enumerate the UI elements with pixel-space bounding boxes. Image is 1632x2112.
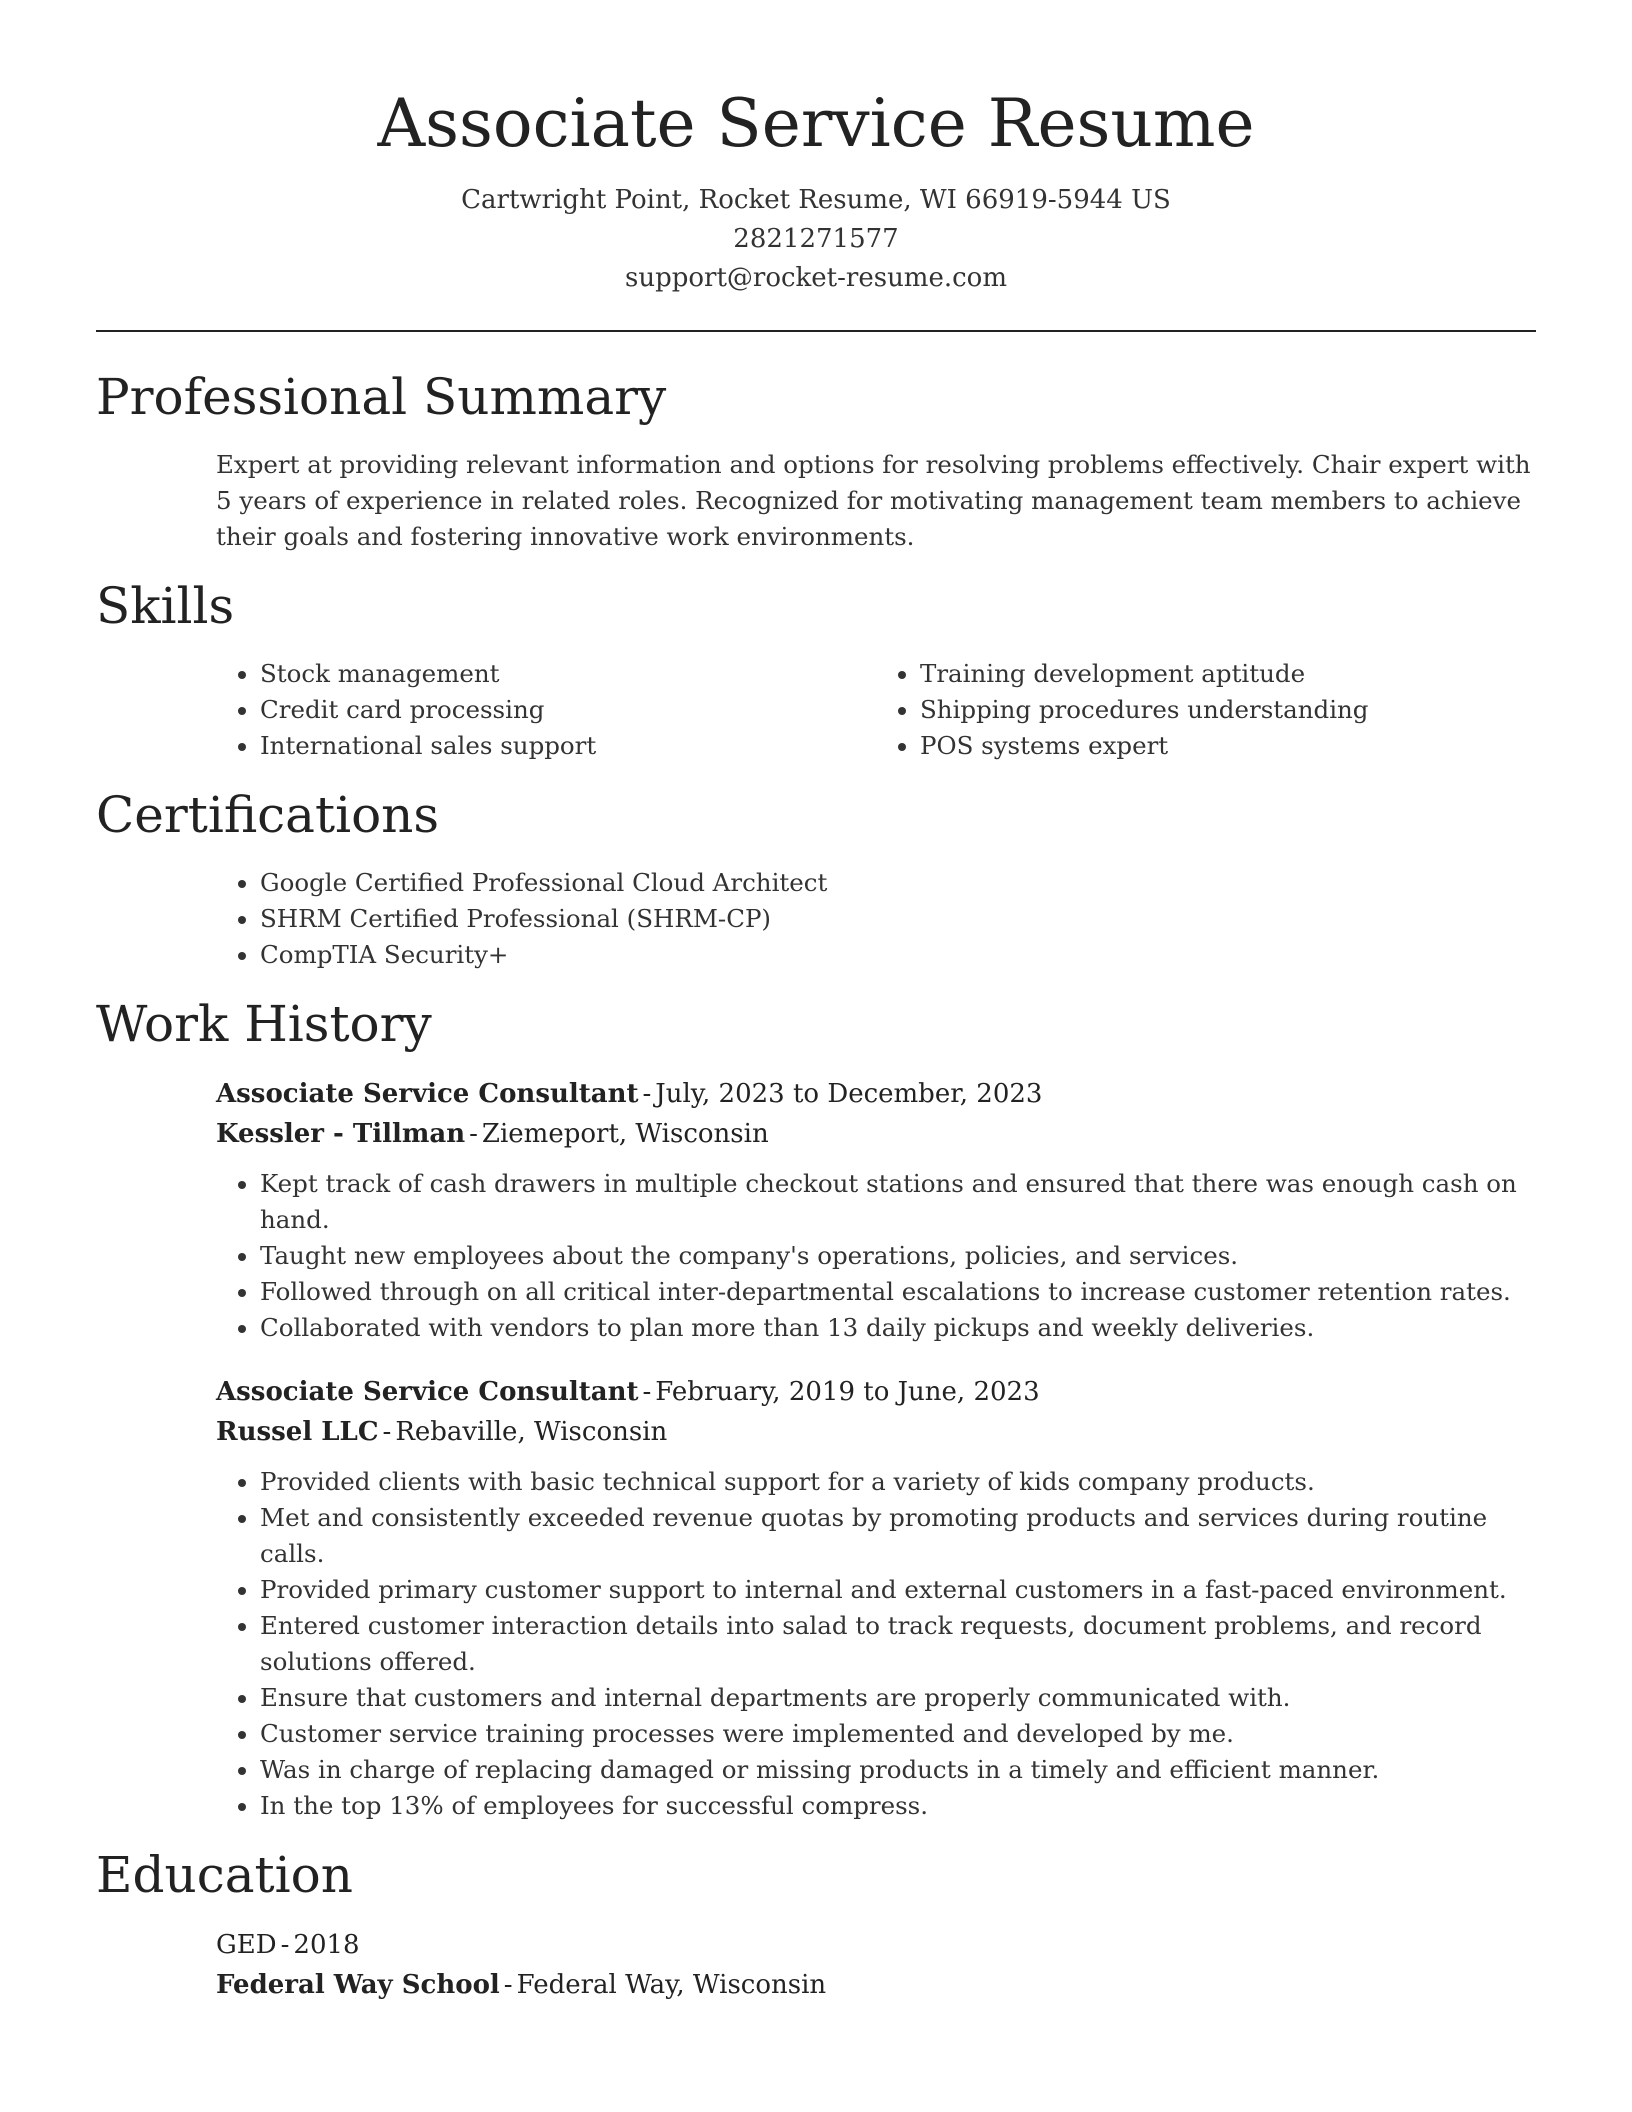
job-dates: February, 2019 to June, 2023 xyxy=(655,1377,1040,1408)
job-bullet: • Followed through on all critical inter-departmental escalations to increase customer retention rates. xyxy=(260,1274,1536,1310)
job-bullet: • Collaborated with vendors to plan more than 13 daily pickups and weekly deliveries. xyxy=(260,1310,1536,1346)
job-bullets xyxy=(216,1464,1536,1824)
separator: - xyxy=(642,1079,652,1110)
education-location: Federal Way, Wisconsin xyxy=(516,1970,827,2001)
job-dates: July, 2023 to December, 2023 xyxy=(655,1079,1043,1110)
job-company: Russel LLC xyxy=(216,1417,379,1448)
skill-item: • Credit card processing xyxy=(260,692,876,728)
separator: - xyxy=(469,1119,478,1150)
work-history-heading: Work History xyxy=(96,995,432,1054)
skills-heading: Skills xyxy=(96,577,235,636)
work-history-section xyxy=(96,997,1536,1824)
certification-item: • Google Certified Professional Cloud Architect xyxy=(260,865,1536,901)
job-bullet: • Met and consistently exceeded revenue quotas by promoting products and services during routine calls. xyxy=(260,1500,1536,1572)
resume-header xyxy=(96,84,1536,298)
job-company-line xyxy=(216,1412,1536,1452)
job-entry xyxy=(216,1074,1536,1346)
job-bullet: • Taught new employees about the company's operations, policies, and services. xyxy=(260,1238,1536,1274)
job-bullet: • Provided primary customer support to internal and external customers in a fast-paced environment. xyxy=(260,1572,1536,1608)
skills-section xyxy=(96,579,1536,764)
job-company: Kessler - Tillman xyxy=(216,1119,466,1150)
skill-item: • Shipping procedures understanding xyxy=(920,692,1536,728)
job-location: Ziemeport, Wisconsin xyxy=(481,1119,769,1150)
job-bullet: • Entered customer interaction details into salad to track requests, document problems, and record solutions offered. xyxy=(260,1608,1536,1680)
job-bullet: • In the top 13% of employees for successful compress. xyxy=(260,1788,1536,1824)
education-degree: GED xyxy=(216,1930,277,1961)
skill-item: • POS systems expert xyxy=(920,728,1536,764)
skill-item: • Stock management xyxy=(260,656,876,692)
job-entry xyxy=(216,1372,1536,1824)
summary-text: Expert at providing relevant information and options for resolving problems effectively. Chair expert with 5 years of experience in related roles. Recognized for motivating management team members to achieve their goals and fostering innovative work environments. xyxy=(216,450,1531,552)
contact-phone: 2821271577 xyxy=(733,224,899,255)
education-heading: Education xyxy=(96,1846,353,1905)
skills-column-2 xyxy=(876,656,1536,764)
skill-item: • International sales support xyxy=(260,728,876,764)
skills-column-1 xyxy=(216,656,876,764)
certifications-list xyxy=(216,865,1536,973)
certification-item: • CompTIA Security+ xyxy=(260,937,1536,973)
separator: - xyxy=(382,1417,392,1448)
separator: - xyxy=(280,1930,290,1961)
job-bullets xyxy=(216,1166,1536,1346)
education-section xyxy=(96,1848,1536,2005)
resume-title: Associate Service Resume xyxy=(377,85,1255,162)
job-bullet: • Kept track of cash drawers in multiple checkout stations and ensured that there was enough cash on hand. xyxy=(260,1166,1536,1238)
job-bullet: • Provided clients with basic technical support for a variety of kids company products. xyxy=(260,1464,1536,1500)
summary-heading: Professional Summary xyxy=(96,368,667,427)
education-school-line xyxy=(216,1965,1536,2005)
education-degree-line xyxy=(216,1925,1536,1965)
job-bullet: • Customer service training processes were implemented and developed by me. xyxy=(260,1716,1536,1752)
summary-section xyxy=(96,370,1536,555)
job-role: Associate Service Consultant xyxy=(216,1079,639,1110)
skills-grid xyxy=(216,656,1536,764)
job-title-line xyxy=(216,1372,1536,1412)
skill-item: • Training development aptitude xyxy=(920,656,1536,692)
job-role: Associate Service Consultant xyxy=(216,1377,639,1408)
job-company-line xyxy=(216,1114,1536,1154)
certification-item: • SHRM Certified Professional (SHRM-CP) xyxy=(260,901,1536,937)
separator: - xyxy=(642,1377,652,1408)
certifications-section xyxy=(96,788,1536,973)
header-divider xyxy=(96,330,1536,332)
education-school: Federal Way School xyxy=(216,1970,500,2001)
education-year: 2018 xyxy=(293,1930,360,1961)
certifications-heading: Certifications xyxy=(96,786,440,845)
separator: - xyxy=(503,1970,513,2001)
job-location: Rebaville, Wisconsin xyxy=(395,1417,668,1448)
job-bullet: • Was in charge of replacing damaged or missing products in a timely and efficient manner. xyxy=(260,1752,1536,1788)
contact-email: support@rocket-resume.com xyxy=(624,263,1007,294)
contact-address: Cartwright Point, Rocket Resume, WI 66919-5944 US xyxy=(461,185,1171,216)
job-title-line xyxy=(216,1074,1536,1114)
job-bullet: • Ensure that customers and internal departments are properly communicated with. xyxy=(260,1680,1536,1716)
